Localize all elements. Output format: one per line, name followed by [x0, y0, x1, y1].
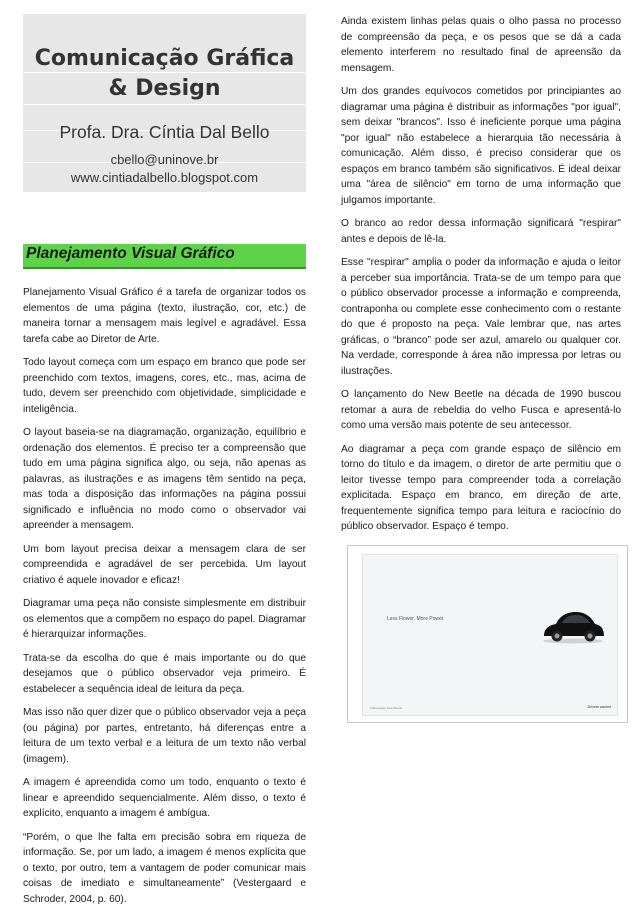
ad-canvas — [362, 554, 618, 716]
header-box — [23, 14, 306, 192]
paragraph: Planejamento Visual Gráfico é a tarefa de organizar todos os elementos de uma página (texto, ilustração, cor, etc.) de maneira tornar a mensagem mais legível e agradável. Essa tarefa cabe ao Diretor de Arte. — [23, 287, 306, 345]
email-text: cbello@uninove.br — [110, 152, 219, 167]
title-line-1: Comunicação Gráfica — [34, 46, 295, 71]
quote-paragraph: “Porém, o que lhe falta em precisão sobra em riqueza de informação. Se, por um lado, a imagem é menos explícita que o texto, por outro, tem a vantagem de poder comunicar mais coisas de imediato e simultaneamente” (Vestergaard e Schroder, 2004, p. 60). — [23, 831, 306, 905]
document-title — [23, 44, 306, 104]
paragraph: Diagramar uma peça não consiste simplesmente em distribuir os elementos que a compõem no espaço do papel. Diagramar é hierarquizar informações. — [23, 598, 306, 640]
paragraph: Um bom layout precisa deixar a mensagem clara de ser compreendida e agradável de ser percebida. Um layout criativo é aquele inovador e eficaz! — [23, 543, 306, 586]
ad-logo: Drivers wanted — [587, 705, 611, 709]
section-heading — [23, 244, 306, 269]
contact-info — [23, 151, 306, 187]
paragraph: Ainda existem linhas pelas quais o olho passa no processo de compreensão da peça, e os pesos que se dá a cada elemento interferem no resultado final de apreensão da mensagem. — [341, 16, 621, 74]
paragraph: Todo layout começa com um espaço em branco que pode ser preenchido com textos, imagens, cores, etc., mas, acima de tudo, devem ser preenchido com objetividade, simplicidade e inteligência. — [23, 357, 306, 415]
paragraph: Esse "respirar" amplia o poder da informação e ajuda o leitor a perceber sua importância. Trata-se de um tempo para que o público observador processe a informação e compreenda, contraponha ou complete esse conhecimento com o restante do que é proposto na peça. Vale lembrar que, nas artes gráficas, o “branco” pode ser azul, amarelo ou qualquer cor. Na verdade, corresponde à área não impressa por letras ou ilustrações. — [341, 257, 621, 377]
left-column — [23, 285, 306, 915]
paragraph: Trata-se da escolha do que é mais importante ou do que desejamos que o público observador veja primeiro. É estabelecer a sequência ideal de leitura da peça. — [23, 652, 306, 695]
title-line-2: & Design — [108, 76, 221, 101]
professor-name: Profa. Dra. Cíntia Dal Bello — [59, 122, 270, 142]
car-icon — [540, 610, 606, 644]
paragraph: O layout baseia-se na diagramação, organização, equilíbrio e ordenação dos elementos. É preciso ter a compreensão que tudo em uma página significa algo, ou seja, não apenas as palavras, as ilustrações e as imagens têm sentido na peça, mas toda a disposição das informações na página possui significado e influência no modo como o observador vai apreender a mensagem. — [23, 427, 306, 531]
paragraph: Um dos grandes equívocos cometidos por principiantes ao diagramar uma página é distribuir as informações "por igual", sem deixar "brancos". Isso é ineficiente porque uma página "por igual" não estabelece a hierarquia tão necessária à comunicação. Além disso, é preciso considerar que os espaços em branco também são significativos. É ideal deixar uma "área de silêncio" em torno de uma informação que julgamos importante. — [341, 86, 621, 206]
paragraph: Mas isso não quer dizer que o público observador veja a peça (ou página) por partes, entretanto, há diferenças entre a leitura de um texto verbal e a leitura de um texto não verbal (imagem). — [23, 707, 306, 765]
section-title: Planejamento Visual Gráfico — [26, 245, 235, 262]
paragraph: Ao diagramar a peça com grande espaço de silêncio em torno do título e da imagem, o diretor de arte permitiu que o leitor tivesse tempo para compreender toda a correlação explicitada. Espaço em branco, em direção de arte, frequentemente significa tempo para leitura e raciocínio do público observador. Espaço é tempo. — [341, 443, 621, 532]
ad-headline: Less Flower. More Power. — [387, 616, 445, 622]
paragraph: O branco ao redor dessa informação significará "respirar" antes e depois de lê-la. — [341, 218, 621, 245]
ad-fine-print: Volkswagen New Beetle — [370, 706, 403, 710]
paragraph: O lançamento do New Beetle na década de 1990 buscou retomar a aura de rebeldia do velho Fusca e apresentá-lo como uma versão mais potente de seu antecessor. — [341, 389, 621, 431]
advertisement-image — [347, 545, 628, 723]
paragraph: A imagem é apreendida como um todo, enquanto o texto é linear e apreendido sequencialmente. Além disso, o texto é explícito, enquanto a imagem é ambígua. — [23, 777, 306, 819]
blog-url: www.cintiadalbello.blogspot.com — [70, 170, 259, 185]
right-column — [341, 14, 621, 543]
